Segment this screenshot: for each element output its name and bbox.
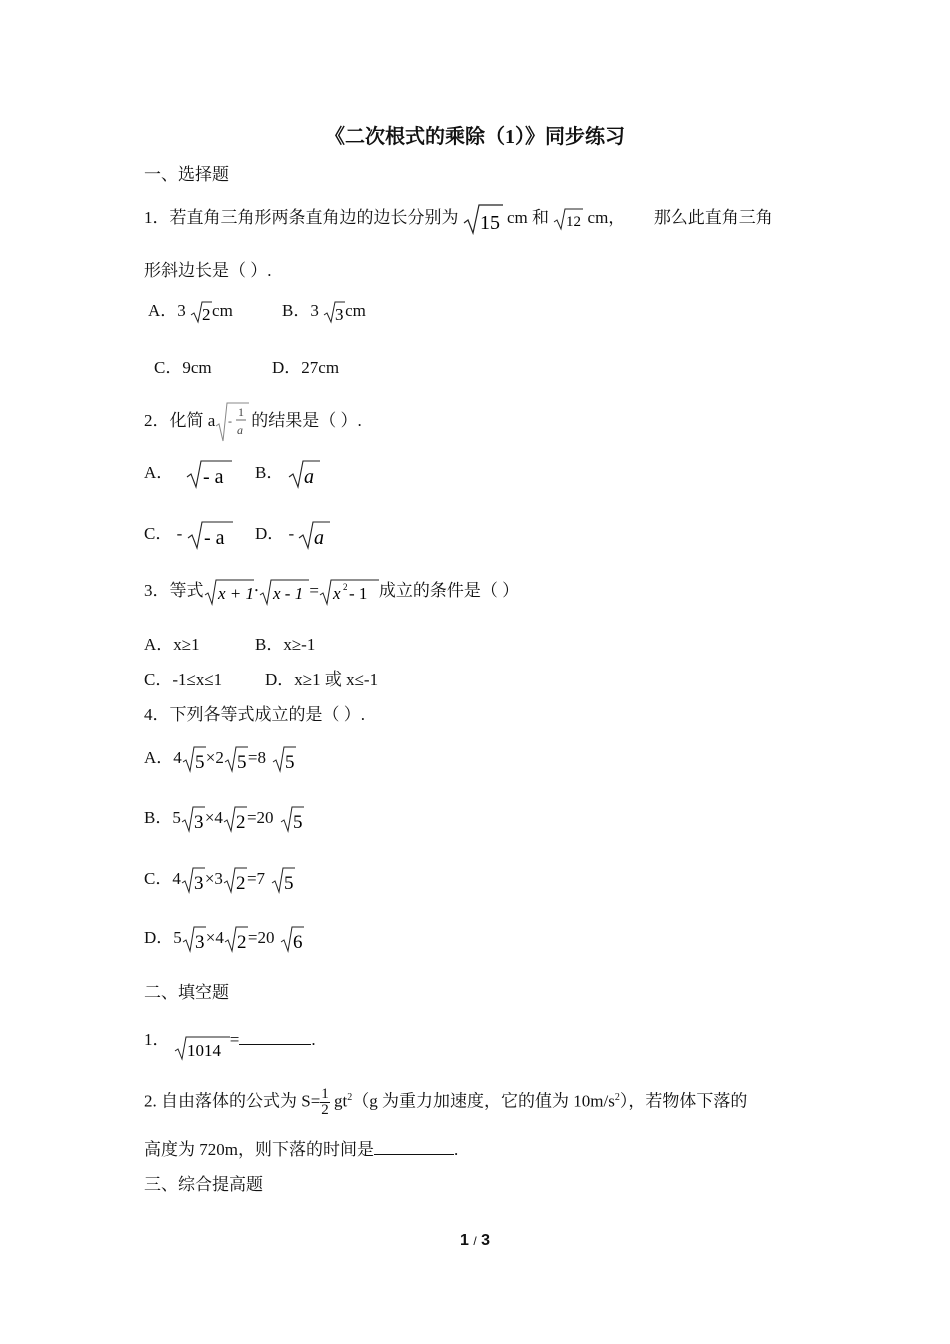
sqrt-a-d: [298, 520, 330, 550]
q3-r1: x + 1: [217, 584, 254, 603]
q4-b-sqrt-3-radicand: 5: [292, 812, 303, 833]
q2-c-label: C．: [144, 523, 173, 543]
q3-lead: 3．等式: [144, 580, 204, 600]
question-1-option-a: [148, 300, 233, 324]
question-3-option-b: B．x≥-1: [255, 635, 316, 654]
page-number: [0, 1230, 950, 1252]
f1-eq: =: [229, 1029, 240, 1049]
f2-rest-sup: 2: [614, 1092, 620, 1103]
q3-eq: =: [309, 580, 319, 600]
sqrt-2: [190, 300, 212, 324]
q1-b-label: B．3: [282, 301, 319, 320]
question-2-option-a: [144, 459, 232, 489]
sqrt-15: [463, 203, 503, 235]
q4-a-sqrt-3: [272, 745, 296, 773]
q4-c-sqrt-1: [181, 866, 205, 894]
q4-d-sqrt-1-radicand: 3: [194, 932, 205, 953]
q4-a-eq: =8: [247, 747, 266, 767]
q1-b-unit: cm: [345, 301, 366, 320]
q1-unit-2: cm，: [587, 207, 626, 227]
q4-c-sqrt-3-radicand: 5: [284, 873, 294, 894]
q4-c-sqrt-3: [271, 866, 295, 894]
f2-sup: 2: [347, 1092, 353, 1103]
q1-a-unit: cm: [212, 301, 233, 320]
fill-question-1: 1． 1014 = .: [144, 1029, 316, 1060]
question-2: [144, 401, 362, 443]
sqrt-12-radicand: 12: [566, 214, 582, 230]
question-3-option-c: C．-1≤x≤1: [144, 670, 223, 689]
q4-b-op: ×4: [204, 807, 223, 827]
q4-d-sqrt-2: [224, 925, 248, 953]
q2-c-expr: - a: [203, 527, 225, 549]
q4-b-sqrt-2-radicand: 2: [235, 812, 246, 833]
q4-c-sqrt-2: [223, 866, 247, 894]
f2-lead: 2. 自由落体的公式为 S=: [144, 1091, 321, 1111]
q2-num: 1: [238, 405, 245, 419]
question-2-option-c: [144, 520, 233, 550]
sqrt-neg-a-c: [187, 520, 233, 550]
q4-a-sqrt-1-radicand: 5: [194, 752, 205, 773]
document-title: 《二次根式的乘除（1）》同步练习: [325, 126, 625, 148]
q2-a-label: A．: [144, 462, 174, 482]
question-4-option-d: [144, 925, 304, 953]
q4-d-sqrt-3-radicand: 6: [293, 932, 303, 953]
q2-minus: -: [228, 414, 233, 428]
sqrt-3-radicand: 3: [335, 305, 344, 325]
q4-c-sqrt-2-radicand: 2: [235, 873, 246, 894]
q4-a-sqrt-3-radicand: 5: [284, 752, 295, 773]
page-current: 1: [459, 1232, 469, 1249]
question-2-option-d: [255, 520, 330, 550]
q2-b-expr: a: [303, 466, 314, 488]
question-4-option-a: [144, 745, 296, 773]
section-heading-comprehensive: 三、综合提高题: [144, 1175, 263, 1194]
sqrt-neg-a: [186, 459, 232, 489]
f2-den: 2: [321, 1102, 329, 1119]
q2-lead: 2．化简 a: [144, 410, 216, 430]
q2-b-label: B．: [255, 462, 284, 482]
q3-tail: 成立的条件是（ ）: [378, 580, 520, 600]
q3-r3-tail: - 1: [348, 584, 368, 603]
q4-c-eq: =7: [246, 868, 266, 888]
sqrt-2-radicand: 2: [202, 305, 211, 325]
q3-r3-sup: 2: [342, 582, 348, 592]
question-3-option-d: D．x≥1 或 x≤-1: [265, 670, 379, 689]
page-total: 3: [481, 1232, 491, 1249]
sqrt-x-plus-1: [204, 578, 254, 606]
f2-line2-tail: .: [453, 1140, 459, 1159]
q4-d-sqrt-2-radicand: 2: [236, 932, 247, 953]
question-4-option-b: [144, 805, 304, 833]
question-1-option-d: D．27cm: [272, 358, 340, 377]
section-heading-fill: 二、填空题: [144, 983, 229, 1002]
q4-a-sqrt-1: [182, 745, 206, 773]
q1-a-label: A．3: [148, 301, 186, 320]
question-1-option-b: [282, 300, 366, 324]
q2-d-expr: a: [314, 527, 325, 549]
q2-a-expr: - a: [202, 466, 224, 488]
q4-c-op: ×3: [204, 868, 223, 888]
sqrt-x-minus-1: [259, 578, 309, 606]
f2-num: 1: [321, 1086, 329, 1103]
q3-dot: ⋅: [253, 580, 260, 600]
q4-a-label: A．4: [144, 747, 182, 767]
q4-b-label: B．5: [144, 807, 181, 827]
q1-tail: 那么此直角三角: [653, 207, 773, 227]
q4-a-op: ×2: [205, 747, 224, 767]
sqrt-15-radicand: 15: [479, 212, 500, 234]
question-3-option-a: A．x≥1: [144, 635, 200, 654]
f2-gt: gt: [334, 1091, 348, 1111]
q4-d-eq: =20: [247, 927, 275, 947]
q3-r3: x: [332, 584, 341, 603]
answer-blank-2[interactable]: [374, 1138, 454, 1155]
q4-c-label: C．4: [144, 868, 181, 888]
question-1-line-2: 形斜边长是（ ）.: [144, 261, 272, 280]
f2-rest: （g 为重力加速度，它的值为 10m/s: [352, 1091, 615, 1111]
page-separator: /: [473, 1234, 477, 1248]
q1-unit-1: cm 和: [507, 207, 550, 227]
q4-d-label: D．5: [144, 927, 182, 947]
q4-b-sqrt-3: [280, 805, 304, 833]
q2-tail: 的结果是（ ）.: [251, 410, 362, 430]
q4-a-sqrt-2-radicand: 5: [236, 752, 247, 773]
f2-line2: 高度为 720m，则下落的时间是: [144, 1140, 374, 1159]
f1-radicand: 1014: [186, 1041, 221, 1060]
sqrt-a: [288, 459, 320, 489]
q3-r2: x - 1: [273, 584, 304, 603]
q2-den: a: [237, 423, 244, 437]
q4-a-sqrt-2: [224, 745, 248, 773]
sqrt-1014: [174, 1035, 230, 1061]
q4-b-eq: =20: [246, 807, 274, 827]
section-heading-choice: 一、选择题: [144, 165, 229, 184]
question-1-line-1: [144, 203, 773, 235]
fill-question-2-line-2: [144, 1138, 458, 1161]
q4-b-sqrt-1: [181, 805, 205, 833]
q2-d-label: D．: [255, 523, 285, 543]
f2-rest-tail: ），若物体下落的: [619, 1091, 748, 1111]
q4-c-sqrt-1-radicand: 3: [193, 873, 204, 894]
sqrt-x-squared-minus-1: [319, 578, 379, 606]
question-4: 4．下列各等式成立的是（ ）.: [144, 705, 365, 724]
sqrt-3: [323, 300, 345, 324]
q4-d-op: ×4: [205, 927, 224, 947]
question-2-option-b: [255, 459, 320, 489]
sqrt-neg-one-over-a: [215, 401, 251, 443]
question-4-option-c: [144, 866, 295, 894]
f1-label: 1．: [144, 1029, 170, 1049]
q4-b-sqrt-2: [223, 805, 247, 833]
question-3: [144, 578, 519, 606]
answer-blank-1[interactable]: [239, 1028, 311, 1045]
q4-d-sqrt-3: [280, 925, 304, 953]
q2-d-sign: -: [288, 523, 295, 543]
sqrt-12: [553, 207, 583, 231]
q4-b-sqrt-1-radicand: 3: [193, 812, 204, 833]
question-1-option-c: C．9cm: [154, 358, 212, 377]
q4-d-sqrt-1: [182, 925, 206, 953]
q2-c-sign: -: [176, 523, 183, 543]
q1-lead: 1．若直角三角形两条直角边的边长分别为: [144, 207, 459, 227]
fill-question-2-line-1: [144, 1087, 747, 1118]
fraction-one-half: [320, 1087, 330, 1118]
